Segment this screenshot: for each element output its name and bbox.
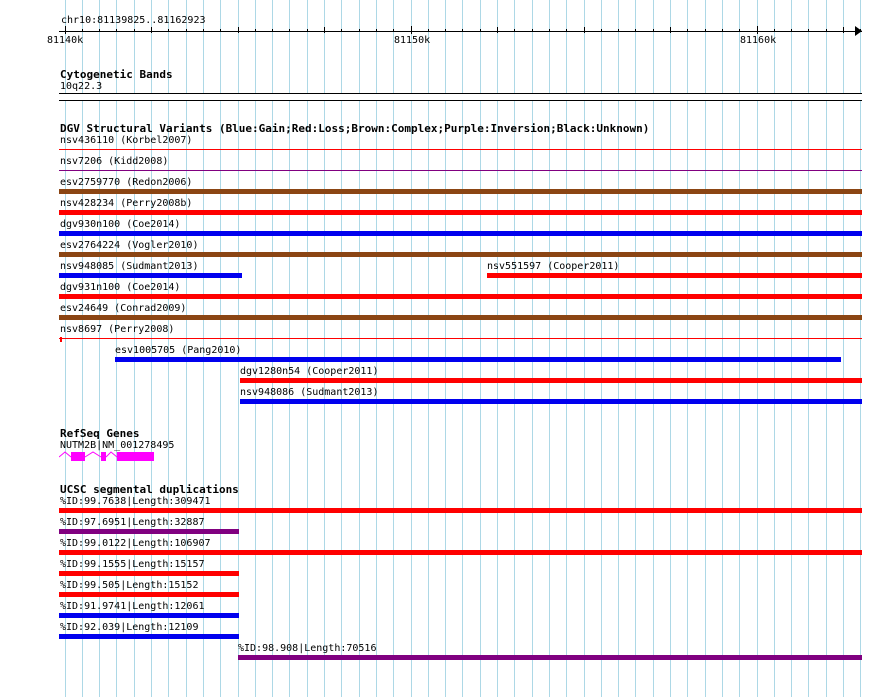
dgv-variant-bar[interactable]: [59, 315, 862, 320]
ruler-tick: [134, 29, 135, 32]
grid-line: [532, 0, 533, 697]
grid-line: [514, 0, 515, 697]
segdup-label: %ID:99.505|Length:15152: [60, 580, 199, 591]
ruler-label-81150k: 81150k: [394, 35, 431, 46]
ruler-tick: [376, 29, 377, 32]
ruler-tick: [99, 29, 100, 32]
dgv-variant-bar[interactable]: [59, 170, 862, 171]
ruler-tick: [289, 29, 290, 32]
ruler-label-81160k: 81160k: [740, 35, 777, 46]
ruler-tick: [307, 29, 308, 32]
dgv-label: nsv428234 (Perry2008b): [60, 198, 193, 209]
grid-line: [480, 0, 481, 697]
grid-line: [739, 0, 740, 697]
segdup-bar[interactable]: [59, 508, 862, 513]
grid-line: [445, 0, 446, 697]
grid-line: [549, 0, 550, 697]
segdup-label: %ID:97.6951|Length:32887: [60, 517, 205, 528]
refseq-track-title: RefSeq Genes: [60, 427, 140, 440]
grid-line: [255, 0, 256, 697]
ruler-tick: [255, 29, 256, 32]
segdup-label: %ID:99.7638|Length:309471: [60, 496, 211, 507]
grid-line: [774, 0, 775, 697]
segdup-bar[interactable]: [59, 550, 862, 555]
grid-line: [826, 0, 827, 697]
ruler-tick: [566, 29, 567, 32]
ruler-tick: [705, 29, 706, 32]
dgv-label: dgv931n100 (Coe2014): [60, 282, 181, 293]
ruler-tick: [445, 29, 446, 32]
grid-line: [376, 0, 377, 697]
segdup-label: %ID:92.039|Length:12109: [60, 622, 199, 633]
ruler-tick: [238, 27, 239, 33]
segdup-track-title: UCSC segmental duplications: [60, 483, 239, 496]
dgv-variant-bar[interactable]: [59, 149, 862, 150]
segdup-bar[interactable]: [59, 613, 239, 618]
ruler-tick: [722, 29, 723, 32]
dgv-variant-bar[interactable]: [59, 189, 862, 194]
dgv-label: nsv7206 (Kidd2008): [60, 156, 169, 167]
cytoband-bar[interactable]: [59, 93, 862, 101]
grid-line: [584, 0, 585, 697]
dgv-variant-bar[interactable]: [240, 399, 862, 404]
ruler-tick: [82, 29, 83, 32]
grid-line: [791, 0, 792, 697]
ruler-tick: [324, 27, 325, 33]
ruler-tick: [220, 29, 221, 32]
refseq-gene-label: NUTM2B|NM_001278495: [60, 440, 175, 451]
ruler-axis: [59, 31, 862, 32]
ruler-tick: [584, 27, 585, 33]
grid-line: [497, 0, 498, 697]
dgv-variant-bar[interactable]: [487, 273, 862, 278]
grid-line: [653, 0, 654, 697]
ruler-label-81140k: 81140k: [47, 35, 84, 46]
cytoband-label: 10q22.3: [60, 81, 103, 92]
ruler-tick: [186, 29, 187, 32]
segdup-bar[interactable]: [59, 529, 239, 534]
ruler-tick: [860, 29, 861, 32]
grid-line: [428, 0, 429, 697]
cytoband-track-title: Cytogenetic Bands: [60, 68, 173, 81]
ruler-location: chr10:81139825..81162923: [61, 15, 206, 26]
grid-line: [843, 0, 844, 697]
grid-line: [393, 0, 394, 697]
ruler-tick: [151, 27, 152, 33]
ruler-tick: [843, 27, 844, 33]
dgv-variant-bar[interactable]: [59, 294, 862, 299]
dgv-variant-bar[interactable]: [115, 357, 841, 362]
dgv-label: esv2759770 (Redon2006): [60, 177, 193, 188]
dgv-variant-bar[interactable]: [59, 252, 862, 257]
ruler-tick: [808, 29, 809, 32]
ruler-tick: [532, 29, 533, 32]
grid-line: [411, 0, 412, 697]
ruler-tick: [411, 26, 412, 34]
ruler-tick: [618, 29, 619, 32]
dgv-label: esv24649 (Conrad2009): [60, 303, 187, 314]
ruler-tick: [341, 29, 342, 32]
grid-line: [359, 0, 360, 697]
grid-line: [566, 0, 567, 697]
grid-line: [722, 0, 723, 697]
grid-line: [307, 0, 308, 697]
segdup-label: %ID:91.9741|Length:12061: [60, 601, 205, 612]
dgv-variant-bar[interactable]: [240, 378, 862, 383]
segdup-label: %ID:98.908|Length:70516: [238, 643, 377, 654]
ruler-tick: [791, 29, 792, 32]
ruler-tick: [549, 29, 550, 32]
grid-line: [860, 0, 861, 697]
grid-line: [687, 0, 688, 697]
ruler-tick: [826, 29, 827, 32]
segdup-label: %ID:99.1555|Length:15157: [60, 559, 205, 570]
ruler-tick: [393, 29, 394, 32]
ruler-tick: [774, 29, 775, 32]
segdup-bar[interactable]: [238, 655, 862, 660]
grid-line: [635, 0, 636, 697]
dgv-variant-bar[interactable]: [59, 338, 862, 339]
grid-line: [462, 0, 463, 697]
segdup-bar[interactable]: [59, 634, 239, 639]
dgv-track-title: DGV Structural Variants (Blue:Gain;Red:Loss;Brown:Complex;Purple:Inversion;Black:Unknown): [60, 122, 650, 135]
ruler-tick: [428, 29, 429, 32]
ruler-tick: [514, 29, 515, 32]
grid-line: [757, 0, 758, 697]
grid-line: [808, 0, 809, 697]
grid-line: [289, 0, 290, 697]
dgv-label: esv2764224 (Vogler2010): [60, 240, 199, 251]
ruler-tick: [687, 29, 688, 32]
dgv-variant-end-mark: [60, 337, 62, 342]
grid-line: [272, 0, 273, 697]
ruler-tick: [168, 29, 169, 32]
dgv-label: nsv551597 (Cooper2011): [487, 261, 620, 272]
dgv-label: nsv948085 (Sudmant2013): [60, 261, 199, 272]
grid-line: [324, 0, 325, 697]
ruler-tick: [272, 29, 273, 32]
segdup-label: %ID:99.0122|Length:106907: [60, 538, 211, 549]
refseq-gene-model[interactable]: [59, 450, 159, 464]
dgv-variant-bar[interactable]: [59, 273, 242, 278]
grid-line: [670, 0, 671, 697]
ruler-tick: [116, 29, 117, 32]
ruler-tick: [757, 26, 758, 34]
ruler-tick: [670, 27, 671, 33]
ruler-tick: [359, 29, 360, 32]
grid-line: [705, 0, 706, 697]
ruler-tick: [480, 29, 481, 32]
dgv-label: dgv1280n54 (Cooper2011): [240, 366, 379, 377]
grid-line: [601, 0, 602, 697]
dgv-label: nsv8697 (Perry2008): [60, 324, 175, 335]
grid-line: [341, 0, 342, 697]
grid-line: [618, 0, 619, 697]
ruler-tick: [203, 29, 204, 32]
dgv-label: esv1005705 (Pang2010): [115, 345, 242, 356]
dgv-label: dgv930n100 (Coe2014): [60, 219, 181, 230]
dgv-variant-bar[interactable]: [59, 231, 862, 236]
dgv-label: nsv436110 (Korbel2007): [60, 135, 193, 146]
ruler-tick: [653, 29, 654, 32]
segdup-bar[interactable]: [59, 592, 239, 597]
dgv-variant-bar[interactable]: [59, 210, 862, 215]
ruler-tick: [739, 29, 740, 32]
ruler-tick: [497, 27, 498, 33]
ruler-tick: [601, 29, 602, 32]
segdup-bar[interactable]: [59, 571, 239, 576]
ruler-tick: [635, 29, 636, 32]
ruler-tick: [65, 26, 66, 34]
dgv-label: nsv948086 (Sudmant2013): [240, 387, 379, 398]
ruler-tick: [462, 29, 463, 32]
